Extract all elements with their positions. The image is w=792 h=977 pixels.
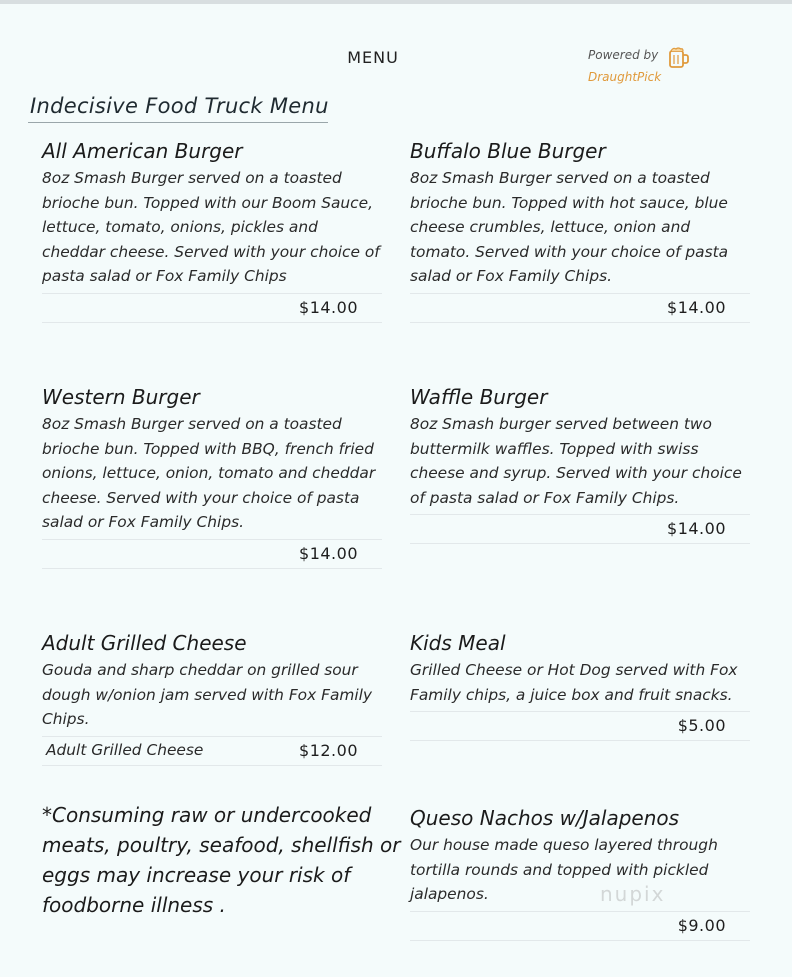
item-description: 8oz Smash Burger served on a toasted brioche bun. Topped with BBQ, french fried onions, lettuce, onion, tomato and cheddar cheese. Served with your choice of pasta salad or Fox Family Chips. [42,415,376,531]
item-name: Adult Grilled Cheese [42,631,247,655]
item-description: Grilled Cheese or Hot Dog served with Fox Family chips, a juice box and fruit snacks. [410,661,738,704]
item-description: Our house made queso layered through tortilla rounds and topped with pickled jalapenos. [410,836,718,903]
menu-title-underline [28,122,328,123]
item-price: $12.00 [299,740,358,760]
item-name: Western Burger [42,385,200,409]
item-name: Waffle Burger [410,385,548,409]
beer-mug-icon [668,46,690,70]
price-row [42,539,382,569]
menu-title: Indecisive Food Truck Menu [30,94,329,118]
item-variant: Adult Grilled Cheese [46,740,204,759]
item-price: $5.00 [677,716,726,735]
menu-item-buffalo-blue-burger[interactable] [410,138,750,323]
item-name: Kids Meal [410,631,506,655]
item-description: 8oz Smash Burger served on a toasted brioche bun. Topped with hot sauce, blue cheese crumbles, lettuce, onion and tomato. Served with your choice of pasta salad or Fox Family Chips. [410,169,729,285]
page-title: MENU [347,48,399,67]
price-row [410,911,750,941]
item-name: Buffalo Blue Burger [410,139,606,163]
item-description: 8oz Smash Burger served on a toasted brioche bun. Topped with our Boom Sauce, lettuce, tomato, onions, pickles and cheddar cheese. Served with your choice of pasta salad or Fox Family Chips [42,169,380,285]
price-row [410,711,750,741]
item-price: $14.00 [299,543,358,563]
powered-by-badge[interactable] [586,44,706,88]
price-row [42,293,382,323]
menu-item-adult-grilled-cheese[interactable] [42,630,382,766]
menu-item-waffle-burger[interactable] [410,384,750,544]
menu-item-queso-nachos[interactable] [410,805,750,941]
price-row [42,736,382,766]
item-name: All American Burger [42,139,243,163]
item-description: 8oz Smash burger served between two buttermilk waffles. Topped with swiss cheese and syrup. Served with your choice of pasta salad or Fox Family Chips. [410,415,742,507]
menu-item-kids-meal[interactable] [410,630,750,741]
item-name: Queso Nachos w/Jalapenos [410,806,680,830]
item-price: $14.00 [299,297,358,317]
item-price: $14.00 [667,519,726,538]
watermark: nupix [600,882,666,906]
brand-name[interactable]: DraughtPick [588,70,662,84]
menu-item-all-american-burger[interactable] [42,138,382,323]
price-row [410,514,750,544]
food-safety-disclaimer: *Consuming raw or undercooked meats, poultry, seafood, shellfish or eggs may increase your risk of foodborne illness . [42,803,401,917]
item-price: $9.00 [677,915,726,935]
menu-item-western-burger[interactable] [42,384,382,569]
item-price: $14.00 [667,297,726,317]
item-description: Gouda and sharp cheddar on grilled sour dough w/onion jam served with Fox Family Chips. [42,661,373,728]
price-row [410,293,750,323]
top-edge [0,0,792,4]
powered-by-label: Powered by [588,48,659,62]
